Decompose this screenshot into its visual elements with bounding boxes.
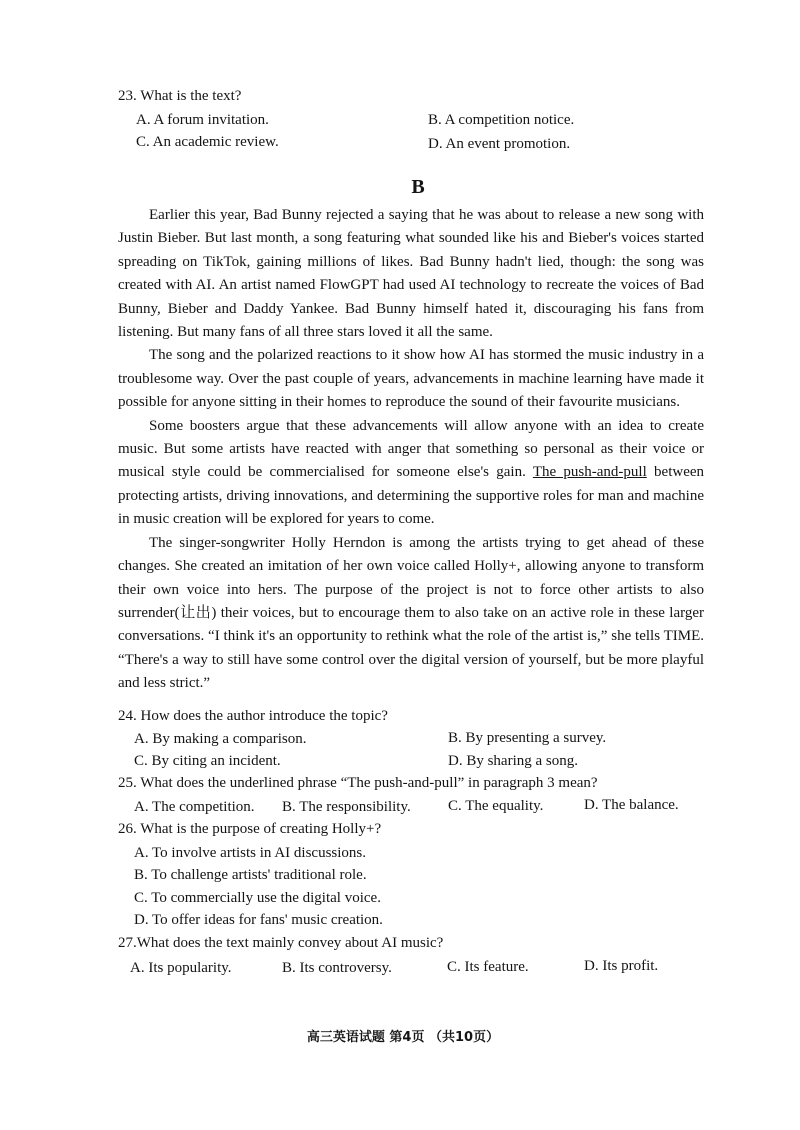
question-27-option-b: B. Its controversy. bbox=[282, 960, 392, 976]
question-26-option-b: B. To challenge artists' traditional role. bbox=[134, 867, 367, 883]
question-25-option-c: C. The equality. bbox=[448, 798, 544, 814]
page-footer: 高三英语试题 第4页 （共10页） bbox=[306, 1030, 500, 1045]
question-23-option-a: A. A forum invitation. bbox=[136, 112, 269, 128]
paragraph-text: Some boosters argue that these advancements will allow anyone with an idea to create music. But some artists have reacted with anger that something so personal as their voice or musical style could be commercialised for someone else's gain. bbox=[118, 417, 704, 481]
question-23-option-b: B. A competition notice. bbox=[428, 112, 575, 128]
question-27-stem: 27.What does the text mainly convey about AI music? bbox=[118, 935, 444, 951]
passage-paragraph: Earlier this year, Bad Bunny rejected a saying that he was about to release a new song with Justin Bieber. But last month, a song featuring what sounded like his and Bieber's voices started spreading on TikTok, gaining millions of likes. Bad Bunny hadn't lied, though: the song was created with AI. An artist named FlowGPT had used AI technology to recreate the voices of Bad Bunny, Bieber and Daddy Yankee. Bad Bunny himself hated it, discouraging his fans from listening. But many fans of all three stars loved it all the same. bbox=[118, 207, 704, 341]
question-23-stem: 23. What is the text? bbox=[118, 88, 242, 104]
paragraph-text: between protecting artists, driving innovations, and determining the supportive roles for man and machine in music creation will be explored for years to come. bbox=[118, 464, 705, 528]
question-25-stem: 25. What does the underlined phrase “The push-and-pull” in paragraph 3 mean? bbox=[118, 775, 598, 791]
question-26-option-a: A. To involve artists in AI discussions. bbox=[134, 845, 367, 861]
reading-passage bbox=[118, 204, 704, 696]
question-24-option-b: B. By presenting a survey. bbox=[448, 730, 607, 746]
question-23-option-c: C. An academic review. bbox=[136, 134, 279, 150]
question-25-option-a: A. The competition. bbox=[134, 799, 255, 815]
question-24-option-d: D. By sharing a song. bbox=[448, 753, 578, 769]
question-26-option-c: C. To commercially use the digital voice. bbox=[134, 890, 381, 906]
question-24-stem: 24. How does the author introduce the topic? bbox=[118, 708, 388, 724]
underlined-phrase: The push-and-pull bbox=[532, 464, 647, 481]
question-25-option-b: B. The responsibility. bbox=[282, 799, 411, 815]
question-27-option-a: A. Its popularity. bbox=[130, 960, 232, 976]
passage-paragraph bbox=[118, 415, 704, 532]
passage-paragraph: The song and the polarized reactions to it show how AI has stormed the music industry in a troublesome way. Over the past couple of years, advancements in machine learning have made it possible for anyone sitting in their homes to reproduce the sound of their favourite musicians. bbox=[118, 347, 704, 411]
question-23-option-d: D. An event promotion. bbox=[428, 136, 571, 152]
question-24-option-a: A. By making a comparison. bbox=[134, 731, 307, 747]
question-26-stem: 26. What is the purpose of creating Holly+? bbox=[118, 821, 382, 837]
question-27-option-d: D. Its profit. bbox=[584, 958, 659, 974]
question-27-option-c: C. Its feature. bbox=[447, 959, 529, 975]
question-24-option-c: C. By citing an incident. bbox=[134, 753, 281, 769]
passage-paragraph: The singer-songwriter Holly Herndon is among the artists trying to get ahead of these changes. She created an imitation of her own voice called Holly+, allowing anyone to transform their own voice into hers. The purpose of the project is not to force other artists to also surrender(让出) their voices, but to encourage them to also take on an active role in these larger conversations. “I think it's an opportunity to rethink what the role of the artist is,” she tells TIME. “There's a way to still have some control over the digital version of yourself, but be more playful and less strict.” bbox=[118, 534, 704, 692]
question-26-option-d: D. To offer ideas for fans' music creation. bbox=[134, 912, 383, 928]
question-25-option-d: D. The balance. bbox=[584, 797, 679, 813]
section-title: B bbox=[411, 176, 425, 198]
